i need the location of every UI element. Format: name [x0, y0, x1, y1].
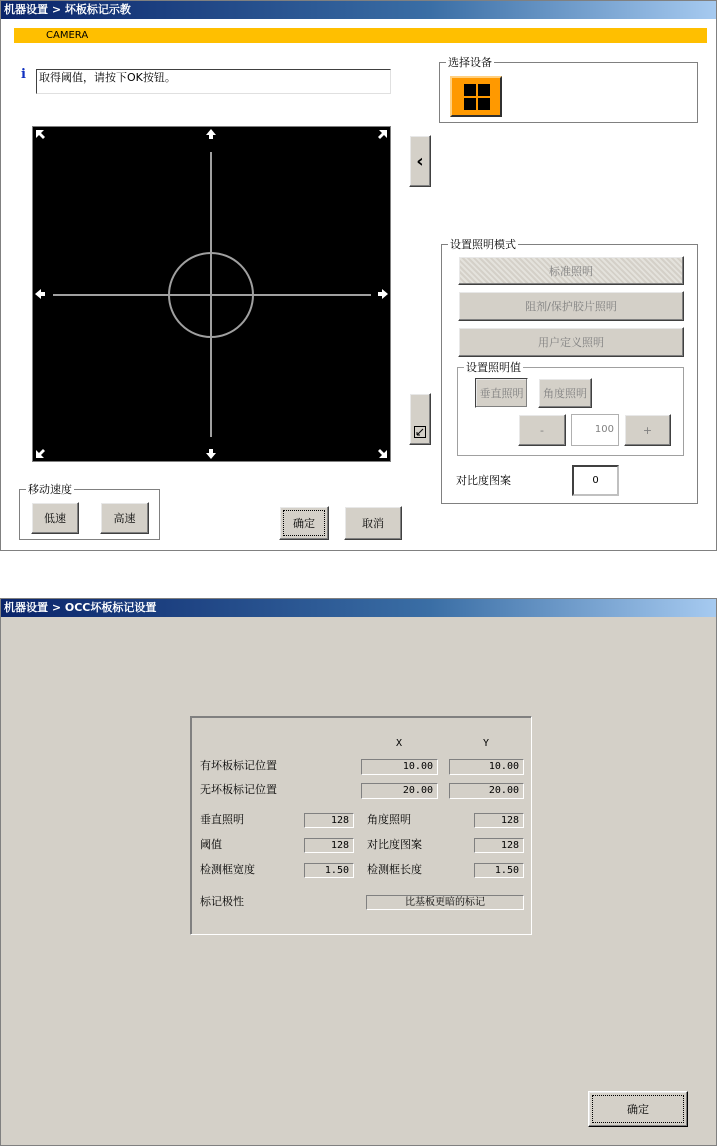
- message-text: 取得阈值，请按下OK按钮。: [39, 71, 176, 84]
- vertical-light-value: 128: [304, 813, 354, 828]
- bad-mark-pos-label: 有坏板标记位置: [200, 759, 277, 772]
- frame-length-value: 1.50: [474, 863, 524, 878]
- light-minus-button[interactable]: -: [518, 414, 566, 446]
- threshold-value: 128: [304, 838, 354, 853]
- low-speed-button[interactable]: 低速: [31, 502, 79, 534]
- lighting-value-group: [457, 361, 684, 456]
- top-dialog-title: 机器设置 > 坏板标记示教: [1, 1, 716, 19]
- no-bad-mark-pos-x: 20.00: [361, 783, 438, 799]
- move-speed-group: [19, 483, 160, 540]
- lighting-mode-label: 设置照明模式: [450, 238, 516, 251]
- standard-lighting-button[interactable]: 标准照明: [458, 256, 684, 285]
- light-value-field[interactable]: [571, 414, 619, 446]
- occ-settings-panel: [190, 716, 532, 935]
- bottom-dialog: [0, 598, 717, 1146]
- user-defined-lighting-button[interactable]: 用户定义照明: [458, 327, 684, 357]
- column-y-header: Y: [483, 738, 490, 749]
- select-device-label: 选择设备: [448, 56, 492, 69]
- device-select-button[interactable]: [450, 76, 502, 117]
- chevron-left-icon: ‹: [416, 150, 424, 172]
- move-speed-label: 移动速度: [28, 483, 72, 496]
- vertical-light-label: 垂直照明: [200, 813, 244, 826]
- bottom-dialog-title: 机器设置 > OCC坏板标记设置: [1, 599, 716, 617]
- vertical-lighting-button[interactable]: 垂直照明: [475, 378, 528, 408]
- threshold-label: 阈值: [200, 838, 222, 851]
- frame-length-label: 检测框长度: [367, 863, 422, 876]
- top-dialog: [0, 0, 717, 551]
- frame-width-value: 1.50: [304, 863, 354, 878]
- contrast-field[interactable]: [572, 465, 619, 496]
- contrast-label: 对比度图案: [456, 474, 511, 487]
- contrast-pattern-value: 128: [474, 838, 524, 853]
- polarity-value: 比基板更暗的标记: [366, 895, 524, 910]
- expand-view-button[interactable]: [409, 393, 431, 445]
- angle-light-label: 角度照明: [367, 813, 411, 826]
- angle-lighting-button[interactable]: 角度照明: [538, 378, 592, 408]
- high-speed-button[interactable]: 高速: [100, 502, 149, 534]
- solder-mask-lighting-button[interactable]: 阻剂/保护胶片照明: [458, 291, 684, 321]
- collapse-button[interactable]: [409, 135, 431, 187]
- light-value-text: 100: [594, 424, 614, 435]
- bad-mark-pos-y: 10.00: [449, 759, 524, 775]
- no-bad-mark-pos-label: 无坏板标记位置: [200, 783, 277, 796]
- polarity-label: 标记极性: [200, 895, 244, 908]
- bottom-ok-button[interactable]: 确定: [588, 1091, 688, 1127]
- camera-overlay: [33, 127, 390, 461]
- no-bad-mark-pos-y: 20.00: [449, 783, 524, 799]
- camera-banner-text: CAMERA: [46, 30, 89, 41]
- resize-icon: [414, 426, 426, 438]
- contrast-pattern-label: 对比度图案: [367, 838, 422, 851]
- ok-button[interactable]: 确定: [279, 506, 329, 540]
- grid-icon: [464, 84, 490, 110]
- bad-mark-pos-x: 10.00: [361, 759, 438, 775]
- column-x-header: X: [396, 738, 403, 749]
- lighting-mode-group: [441, 238, 698, 504]
- angle-light-value: 128: [474, 813, 524, 828]
- light-plus-button[interactable]: +: [624, 414, 671, 446]
- info-icon: i: [21, 67, 26, 82]
- message-box: [36, 69, 391, 94]
- contrast-value: 0: [592, 475, 599, 486]
- camera-banner: [14, 28, 707, 43]
- select-device-group: [439, 56, 698, 123]
- lighting-value-label: 设置照明值: [466, 361, 521, 374]
- frame-width-label: 检测框宽度: [200, 863, 255, 876]
- cancel-button[interactable]: 取消: [344, 506, 402, 540]
- camera-view[interactable]: [32, 126, 391, 462]
